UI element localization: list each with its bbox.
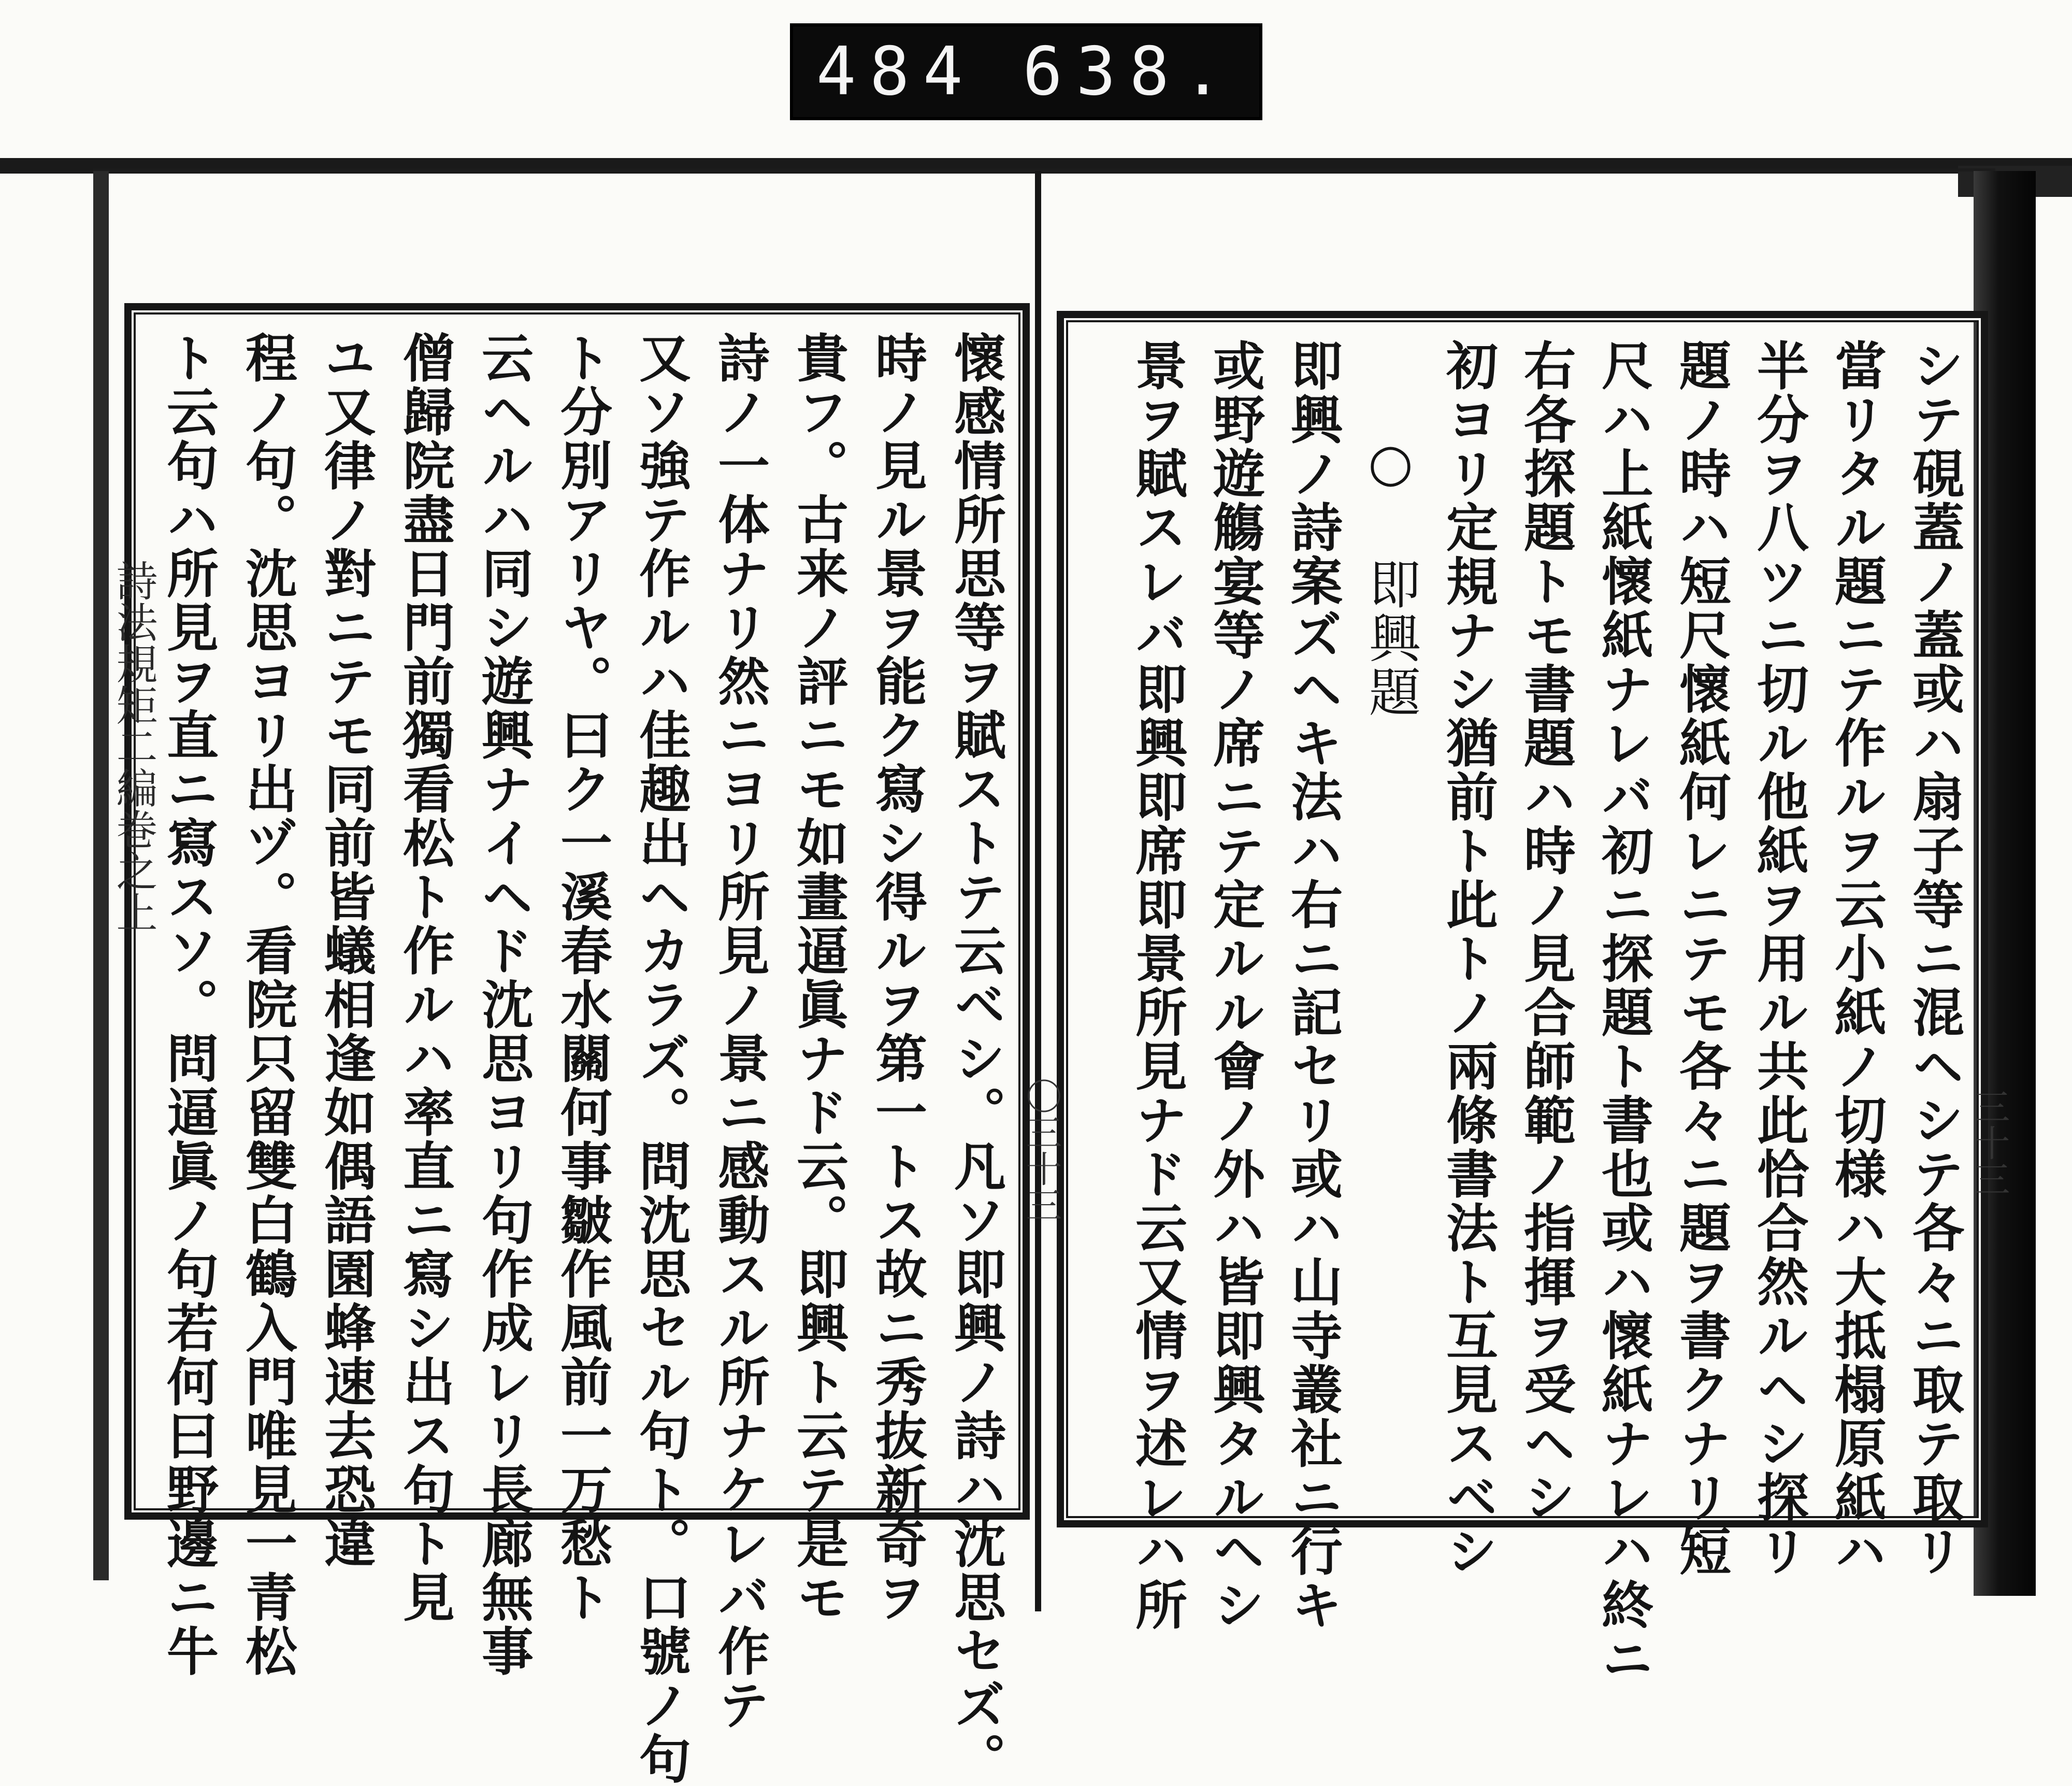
left-margin-title: 詩法規矩二編巻之上	[109, 560, 157, 933]
left-column-4: 詩ノ一体ナリ然ニヨリ所見ノ景ニ感動スル所ナケレバ作テ	[709, 331, 770, 1732]
left-column-10: 程ノ句。沈思ヨリ出ヅ。看院只留雙白鶴入門唯見一青松	[237, 331, 298, 1678]
left-column-11: ト云句ハ所見ヲ直ニ寫スソ。問逼眞ノ句若何曰野邊ニ牛	[158, 331, 219, 1678]
left-column-5: 又ソ強テ作ルハ佳趣出ヘカラズ。問沈思セル句ト。口號ノ句	[630, 331, 692, 1786]
spine-gutter	[1035, 171, 1041, 1611]
right-column-7: 初ヨリ定規ナシ猶前ト此トノ兩條書法ト互見スベシ	[1437, 339, 1499, 1578]
frame-number-right: 638.	[1023, 33, 1236, 110]
right-column-5: 尺ハ上紙懷紙ナレバ初ニ探題ト書也或ハ懷紙ナレハ終ニ	[1593, 339, 1654, 1686]
section-heading: ○ 即興題	[1360, 432, 1421, 719]
right-column-2: 當リタル題ニテ作ルヲ云小紙ノ切様ハ大抵榻原紙ハ	[1826, 339, 1887, 1578]
left-column-2: 時ノ見ル景ヲ能ク寫シ得ルヲ第一トス故ニ秀抜新奇ヲ	[867, 331, 928, 1624]
right-column-1: シテ硯蓋ノ蓋或ハ扇子等ニ混ヘシテ各々ニ取テ取リ	[1904, 339, 1965, 1578]
right-column-8: 即興ノ詩案ズヘキ法ハ右ニ記セリ或ハ山寺叢社ニ行キ	[1282, 339, 1343, 1632]
right-column-3: 半分ヲ八ツニ切ル他紙ヲ用ル共此恰合然ルヘシ探リ	[1748, 339, 1809, 1578]
left-column-6: ト分別アリヤ。曰ク一溪春水關何事皺作風前一万愁ト	[552, 331, 613, 1624]
left-column-8: 僧歸院盡日門前獨看松ト作ルハ率直ニ寫シ出ス句ト見	[394, 331, 455, 1624]
right-page-number: 三十三	[1968, 1088, 2010, 1197]
right-page-text-frame	[1057, 311, 1988, 1686]
frame-number-left: 484	[816, 33, 976, 110]
left-page-text-frame	[124, 303, 1030, 1786]
left-page-number: 〇三十三	[1020, 1078, 1062, 1223]
left-column-7: 云ヘルハ同シ遊興ナイヘド沈思ヨリ句作成レリ長廊無事	[473, 331, 534, 1678]
left-column-1: 懷感情所思等ヲ賦ストテ云ベシ。凡ソ即興ノ詩ハ沈思セズ。	[945, 331, 1006, 1786]
left-column-9: ユ又律ノ對ニテモ同前皆蟻相逢如偶語園蜂速去恐違	[315, 331, 377, 1570]
frame-number-label	[790, 23, 1262, 120]
right-column-4: 題ノ時ハ短尺懷紙何レニテモ各々ニ題ヲ書クナリ短	[1671, 339, 1732, 1578]
right-column-10: 景ヲ賦スレバ即興即席即景所見ナド云又情ヲ述レハ所	[1127, 339, 1188, 1632]
right-column-6: 右各探題トモ書題ハ時ノ見合師範ノ指揮ヲ受ヘシ	[1515, 339, 1576, 1524]
right-column-9: 或野遊觴宴等ノ席ニテ定ルル會ノ外ハ皆即興タルヘシ	[1204, 339, 1265, 1632]
left-column-3: 貴フ。古来ノ評ニモ如畫逼眞ナド云。即興ト云テ是モ	[788, 331, 849, 1624]
